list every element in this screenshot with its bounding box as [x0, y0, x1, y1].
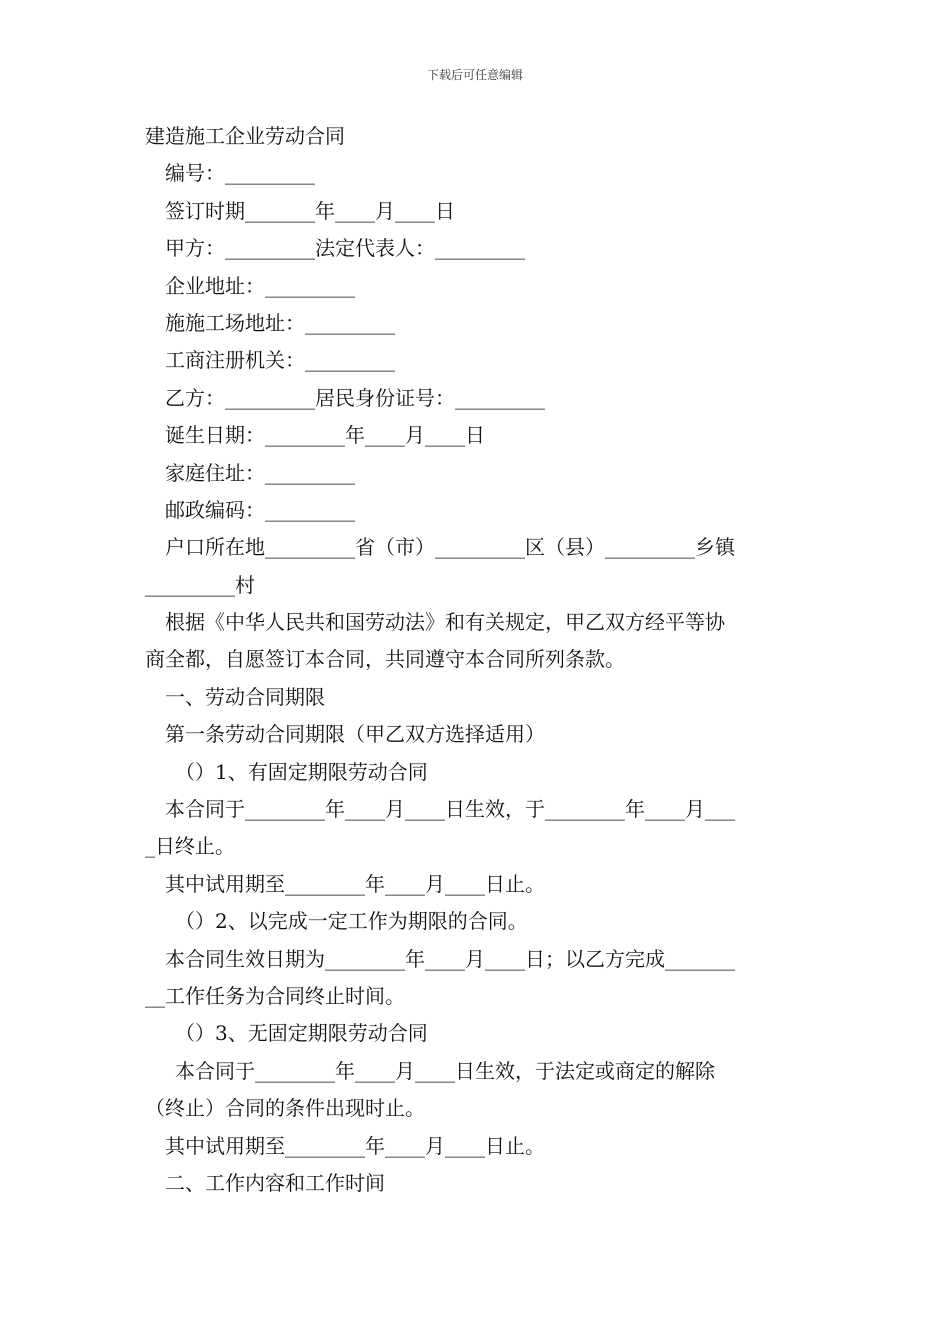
preamble-line-1: 根据《中华人民共和国劳动法》和有关规定，甲乙双方经平等协 — [165, 610, 725, 635]
article-1-heading: 第一条劳动合同期限（甲乙双方选择适用） — [165, 722, 545, 747]
option-1-term-line-1: 本合同于________年____月____日生效，于________年____月___ — [165, 797, 735, 822]
option-3-term-line-2: （终止）合同的条件出现时止。 — [145, 1096, 425, 1121]
option-3-heading: （）3、无固定期限劳动合同 — [175, 1021, 428, 1046]
document-title: 建造施工企业劳动合同 — [145, 124, 345, 148]
party-a-line: 甲方：_________法定代表人：_________ — [165, 236, 525, 261]
household-registration-village-line: _________村 — [145, 572, 255, 597]
registration-authority-line: 工商注册机关：_________ — [165, 348, 395, 373]
option-1-heading: （）1、有固定期限劳动合同 — [175, 759, 428, 784]
postal-code-line: 邮政编码：_________ — [165, 497, 355, 522]
section-2-heading: 二、工作内容和工作时间 — [165, 1170, 385, 1195]
company-address-line: 企业地址：_________ — [165, 273, 355, 298]
preamble-line-2: 商全都，自愿签订本合同，共同遵守本合同所列条款。 — [145, 647, 625, 672]
home-address-line: 家庭住址：_________ — [165, 460, 355, 485]
page-header: 下载后可任意编辑 — [426, 68, 523, 82]
contract-number-line: 编号：_________ — [165, 161, 315, 186]
section-1-heading: 一、劳动合同期限 — [165, 684, 325, 709]
household-registration-line: 户口所在地_________省（市）_________区（县）_________乡镇 — [165, 535, 735, 560]
option-3-term-line-1: 本合同于________年____月____日生效，于法定或商定的解除 — [175, 1058, 715, 1083]
option-3-probation-line: 其中试用期至________年____月____日止。 — [165, 1133, 545, 1158]
contract-document — [145, 118, 807, 1202]
option-1-probation-line: 其中试用期至________年____月____日止。 — [165, 871, 545, 896]
option-2-term-line-1: 本合同生效日期为________年____月____日；以乙方完成_______ — [165, 946, 735, 971]
signing-date-line: 签订时期_______年____月____日 — [165, 198, 455, 223]
option-2-heading: （）2、以完成一定工作为期限的合同。 — [175, 909, 528, 934]
birth-date-line: 诞生日期：________年____月____日 — [165, 423, 485, 448]
option-1-term-line-2: _日终止。 — [145, 834, 235, 859]
option-2-term-line-2: __工作任务为合同终止时间。 — [145, 983, 405, 1008]
site-address-line: 施施工场地址：_________ — [165, 310, 395, 335]
party-b-line: 乙方：_________居民身份证号：_________ — [165, 385, 545, 410]
